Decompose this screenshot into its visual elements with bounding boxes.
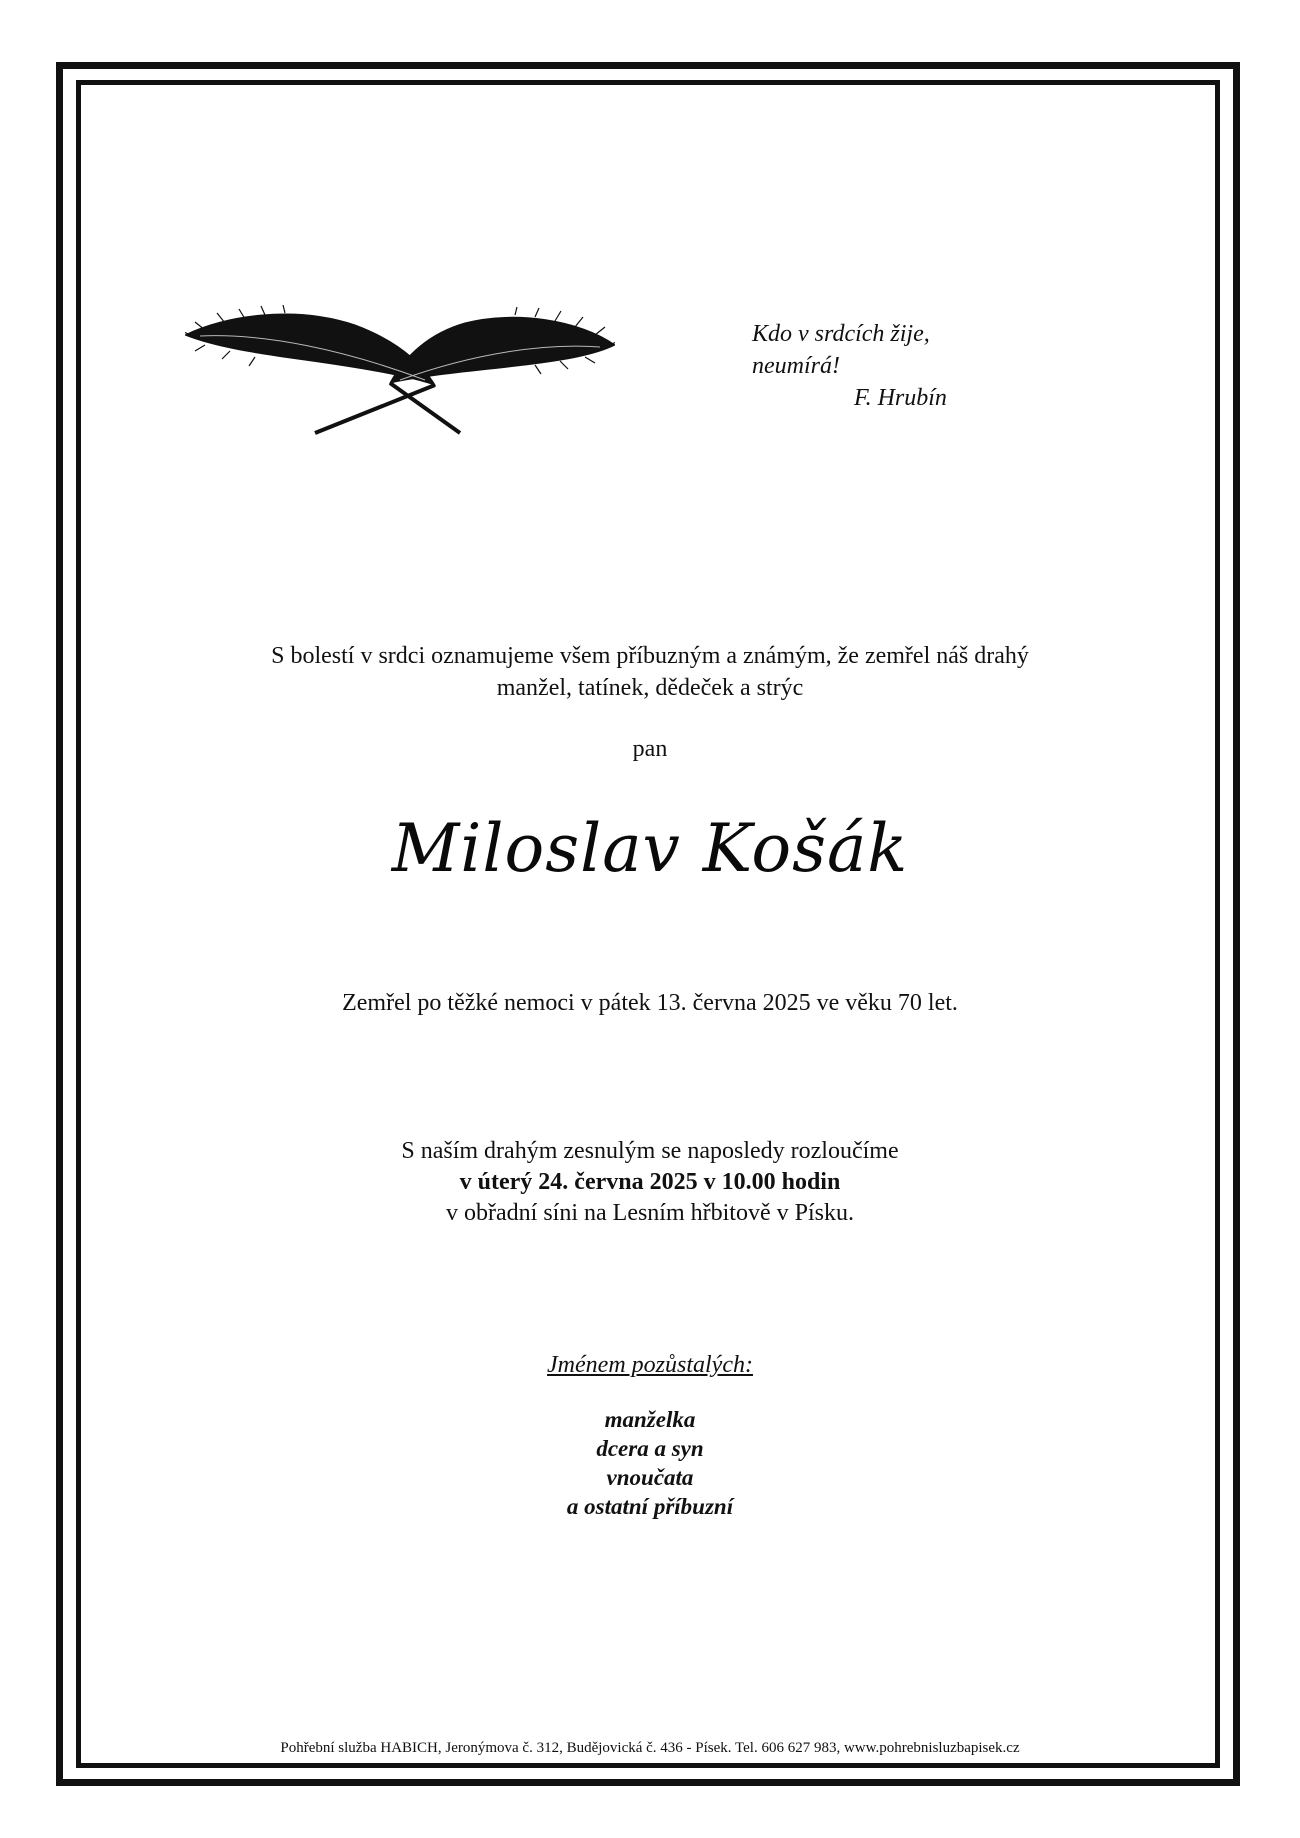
crossed-feathers-icon — [185, 305, 615, 435]
announcement-line-2: manžel, tatínek, dědeček a strýc — [496, 675, 804, 701]
survivors-heading: Jménem pozůstalých: — [547, 1352, 753, 1378]
survivor-item: vnoučata — [606, 1465, 694, 1490]
quote-line-2: neumírá! — [752, 353, 840, 379]
farewell-place: v obřadní síni na Lesním hřbitově v Písku. — [446, 1200, 854, 1226]
quote — [752, 318, 947, 414]
farewell-datetime: v úterý 24. června 2025 v 10.00 hodin — [459, 1169, 841, 1195]
survivor-item: a ostatní příbuzní — [566, 1494, 734, 1519]
announcement-line-1: S bolestí v srdci oznamujeme všem příbuzným a známým, že zemřel náš drahý — [271, 643, 1029, 669]
honorific: pan — [632, 736, 668, 762]
quote-line-1: Kdo v srdcích žije, — [752, 321, 930, 347]
announcement-text — [0, 640, 1300, 704]
deceased-name: Miloslav Košák — [391, 810, 909, 887]
survivor-item: dcera a syn — [596, 1436, 704, 1461]
quote-author: F. Hrubín — [854, 385, 947, 411]
survivor-item: manželka — [604, 1407, 696, 1432]
farewell-info — [0, 1136, 1300, 1229]
farewell-line-1: S naším drahým zesnulým se naposledy rozloučíme — [401, 1138, 899, 1164]
death-info: Zemřel po těžké nemoci v pátek 13. června 2025 ve věku 70 let. — [342, 990, 958, 1016]
funeral-service-footer: Pohřební služba HABICH, Jeronýmova č. 312, Budějovická č. 436 - Písek. Tel. 606 627 983, www.pohrebnisluzbapisek.cz — [280, 1740, 1020, 1756]
survivors-list — [0, 1405, 1300, 1521]
